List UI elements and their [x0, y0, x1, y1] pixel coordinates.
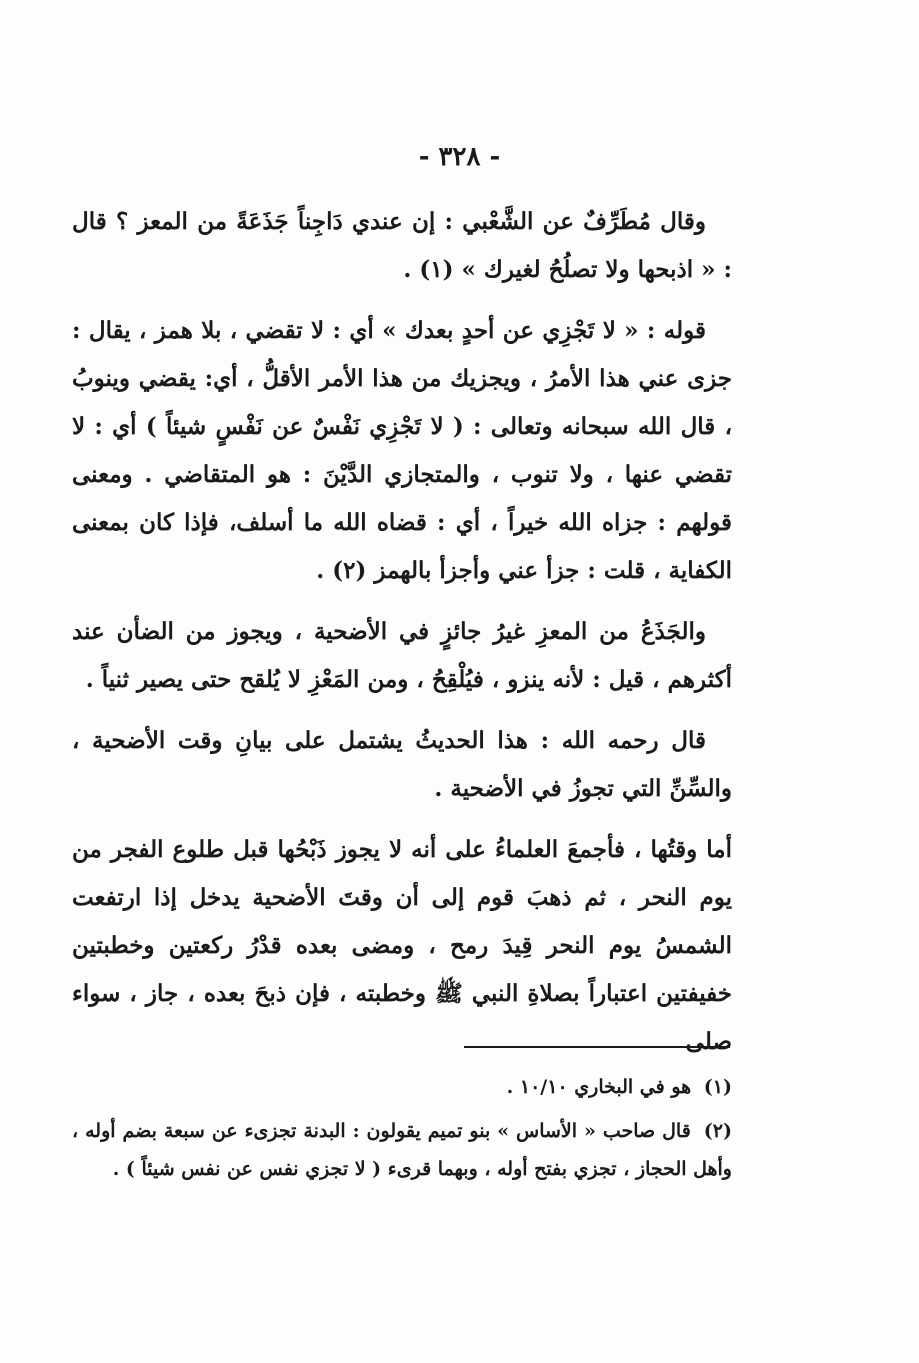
footnote-text: هو في البخاري ١٠/١٠ . [506, 1076, 692, 1098]
page-number: - ٣٢٨ - [418, 142, 501, 172]
paragraph: أما وقتُها ، فأجمعَ العلماءُ على أنه لا يجوز ذَبْحُها قبل طلوع الفجر من يوم النحر ، ثم ذهبَ قوم إلى أن وقتَ الأضحية يدخل إذا ارتفعت الشمسُ يوم النحر قِيدَ رمح ، ومضى بعده قدْرُ ركعتين وخطبتين خفيفتين اعتباراً بصلاةِ النبي ﷺ وخطبته ، فإن ذبحَ بعده ، جاز ، سواء صلى [72, 836, 732, 1055]
footnote-separator [464, 1046, 730, 1048]
paragraph: قوله : « لا تَجْزِي عن أحدٍ بعدك » أي : لا تقضي ، بلا همز ، يقال : جزى عني هذا الأمرُ ، ويجزيك من هذا الأمر الأقلُّ ، أي: يقضي وينوبُ ، قال الله سبحانه وتعالى : ( لا تَجْزِي نَفْسٌ عن نَفْسٍ شيئاً ) أي : لا تقضي عنها ، ولا تنوب ، والمتجازي الدَّيْنَ : هو المتقاضي . ومعنى قولهم : جزاه الله خيراً ، أي : قضاه الله ما أسلف، فإذا كان بمعنى الكفاية ، قلت : جزأ عني وأجزأ بالهمز (٢) . [72, 317, 732, 584]
footnote-text: قال صاحب « الأساس » بنو تميم يقولون : البدنة تجزىء عن سبعة بضم أوله ، وأهل الحجاز ، تجزي بفتح أوله ، وبهما قرىء ( لا تجزي نفس عن نفس شيئاً ) . [72, 1120, 732, 1180]
footnote-marker: (٢) [703, 1120, 732, 1142]
paragraph: قال رحمه الله : هذا الحديثُ يشتمل على بيانِ وقت الأضحية ، والسِّنِّ التي تجوزُ في الأضحية . [72, 727, 732, 802]
footnote [72, 1068, 732, 1106]
paragraph: وقال مُطَرِّفٌ عن الشَّعْبي : إن عندي دَاجِناً جَذَعَةً من المعز ؟ قال : « اذبحها ولا تصلُحُ لغيرك » (١) . [72, 208, 732, 283]
paragraph: والجَذَعُ من المعزِ غيرُ جائزٍ في الأضحية ، ويجوز من الضأن عند أكثرهم ، قيل : لأنه ينزو ، فيُلْقِحُ ، ومن المَعْزِ لا يُلقح حتى يصير ثنياً . [72, 618, 732, 693]
main-text-body [72, 198, 732, 1079]
footnotes-section [72, 1068, 732, 1194]
footnote-marker: (١) [703, 1076, 732, 1098]
footnote [72, 1112, 732, 1188]
